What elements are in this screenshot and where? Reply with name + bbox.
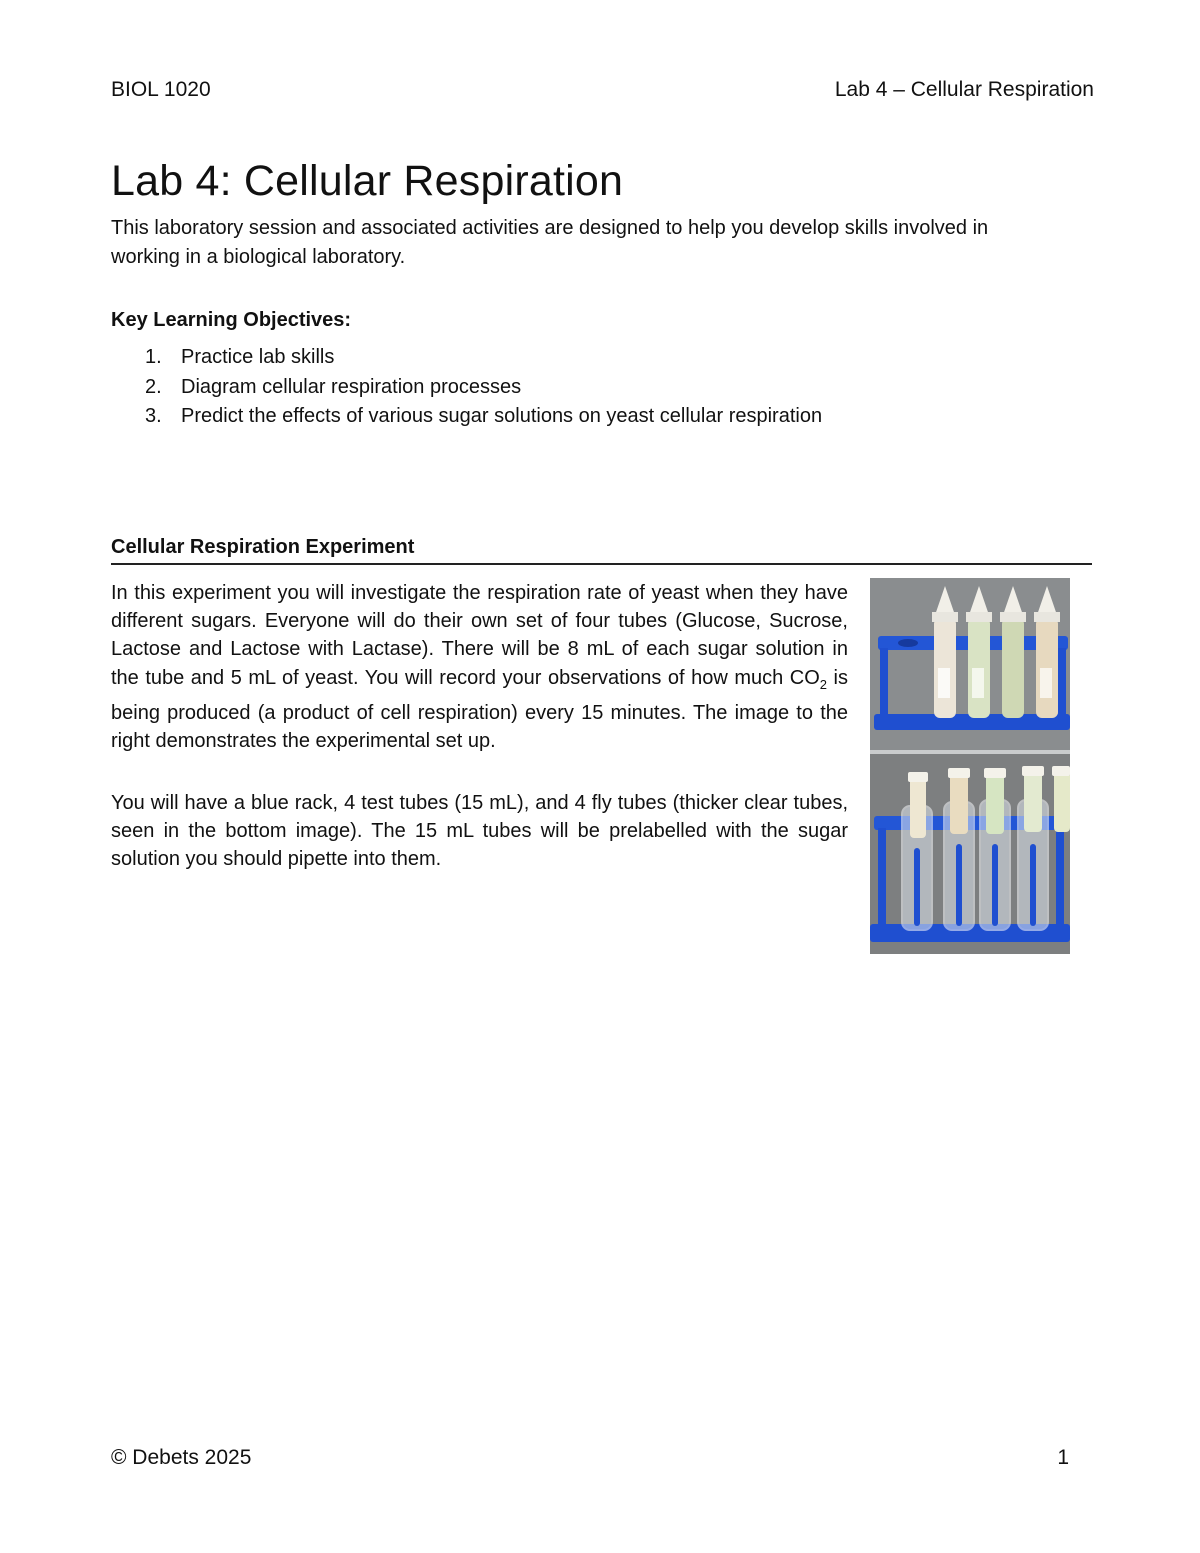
footer-copyright: © Debets 2025: [111, 1446, 252, 1469]
experiment-paragraph-1: [111, 579, 848, 755]
footer-page-number: 1: [1057, 1446, 1069, 1469]
list-item-text: Diagram cellular respiration processes: [181, 375, 522, 398]
page-title: Lab 4: Cellular Respiration: [111, 157, 624, 205]
list-item-number: 3.: [145, 405, 162, 427]
list-item: [111, 376, 822, 406]
intro-paragraph: This laboratory session and associated activities are designed to help you develop skills involved in working in a biological laboratory.: [111, 217, 989, 268]
experiment-paragraph-2: You will have a blue rack, 4 test tubes (15 mL), and 4 fly tubes (thicker clear tubes, seen in the bottom image). The 15 mL tubes will be prelabelled with the sugar solution you should pipette into them.: [111, 792, 848, 871]
list-item: [111, 346, 822, 376]
list-item: [111, 405, 822, 435]
list-item-number: 1.: [145, 346, 162, 368]
list-item-number: 2.: [145, 375, 162, 398]
paragraph-text: is being produced (a product of cell respiration) every 15 minutes. The image to the right demonstrates the experimental set up.: [111, 666, 848, 753]
test-tube-rack-photo: [870, 578, 1070, 954]
paragraph-text: In this experiment you will investigate the respiration rate of yeast when they have different sugars. Everyone will do their own set of four tubes (Glucose, Sucrose, Lactose and Lactose with Lactase). There will be 8 mL of each sugar solution in the tube and 5 mL of yeast. You will record your observations of how much CO: [111, 582, 848, 689]
section-heading: Cellular Respiration Experiment: [111, 536, 415, 558]
objectives-heading: Key Learning Objectives:: [111, 309, 352, 331]
section-divider: [111, 563, 1092, 565]
objectives-list: [111, 346, 822, 435]
header-lab-title: Lab 4 – Cellular Respiration: [834, 78, 1094, 101]
list-item-text: Practice lab skills: [181, 346, 335, 368]
list-item-text: Predict the effects of various sugar solutions on yeast cellular respiration: [181, 405, 823, 427]
co2-subscript: 2: [819, 676, 828, 692]
header-course: BIOL 1020: [111, 78, 211, 101]
